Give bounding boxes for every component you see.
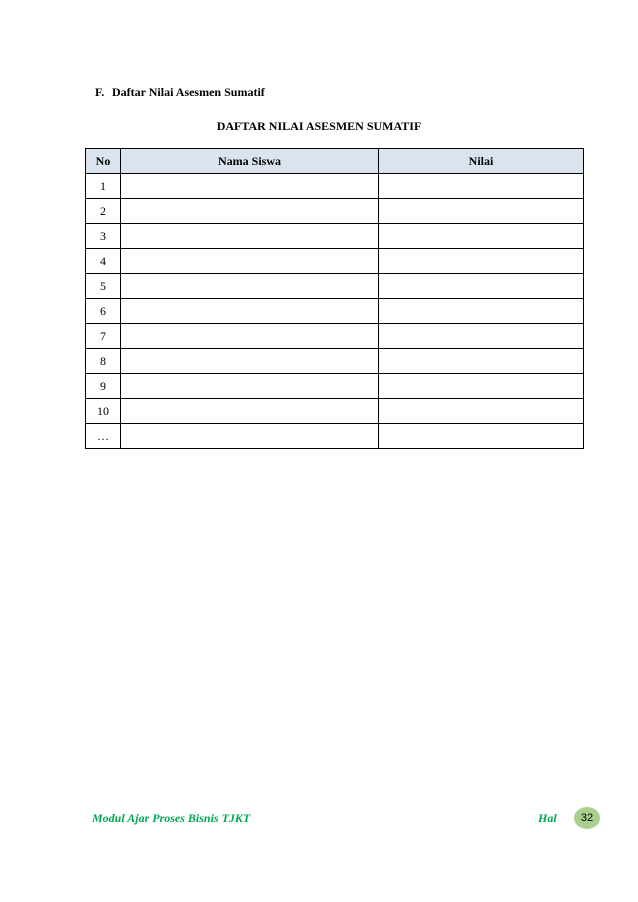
cell-nilai bbox=[379, 199, 584, 224]
cell-nama-siswa bbox=[121, 424, 379, 449]
table-row bbox=[86, 174, 584, 199]
cell-nilai bbox=[379, 274, 584, 299]
column-header-nama-siswa: Nama Siswa bbox=[121, 149, 379, 174]
page-number-badge: 32 bbox=[574, 807, 600, 829]
cell-nilai bbox=[379, 249, 584, 274]
table-body bbox=[86, 174, 584, 449]
cell-no: 8 bbox=[86, 349, 121, 374]
section-marker: F. bbox=[95, 85, 105, 99]
table-title: DAFTAR NILAI ASESMEN SUMATIF bbox=[216, 119, 422, 133]
cell-nilai bbox=[379, 224, 584, 249]
cell-nama-siswa bbox=[121, 174, 379, 199]
cell-nilai bbox=[379, 399, 584, 424]
table-row bbox=[86, 274, 584, 299]
footer-hal-label: Hal bbox=[538, 811, 557, 825]
cell-no: 4 bbox=[86, 249, 121, 274]
cell-nilai bbox=[379, 424, 584, 449]
footer-module-title: Modul Ajar Proses Bisnis TJKT bbox=[92, 811, 251, 825]
table-row bbox=[86, 199, 584, 224]
cell-nama-siswa bbox=[121, 324, 379, 349]
cell-nama-siswa bbox=[121, 249, 379, 274]
grade-table bbox=[85, 148, 584, 449]
column-header-no: No bbox=[86, 149, 121, 174]
cell-no: 3 bbox=[86, 224, 121, 249]
cell-no: 7 bbox=[86, 324, 121, 349]
table-header-row bbox=[86, 149, 584, 174]
table-row bbox=[86, 324, 584, 349]
cell-nama-siswa bbox=[121, 274, 379, 299]
cell-nilai bbox=[379, 374, 584, 399]
cell-nama-siswa bbox=[121, 224, 379, 249]
cell-nilai bbox=[379, 324, 584, 349]
cell-no: … bbox=[86, 424, 121, 449]
cell-no: 5 bbox=[86, 274, 121, 299]
table-row bbox=[86, 424, 584, 449]
cell-nilai bbox=[379, 299, 584, 324]
cell-nama-siswa bbox=[121, 399, 379, 424]
cell-no: 6 bbox=[86, 299, 121, 324]
cell-nilai bbox=[379, 349, 584, 374]
cell-no: 9 bbox=[86, 374, 121, 399]
table-row bbox=[86, 349, 584, 374]
cell-nama-siswa bbox=[121, 199, 379, 224]
table-row bbox=[86, 374, 584, 399]
cell-no: 1 bbox=[86, 174, 121, 199]
section-title: Daftar Nilai Asesmen Sumatif bbox=[112, 85, 265, 99]
cell-nama-siswa bbox=[121, 374, 379, 399]
cell-nama-siswa bbox=[121, 299, 379, 324]
table-row bbox=[86, 399, 584, 424]
table-row bbox=[86, 224, 584, 249]
table-row bbox=[86, 299, 584, 324]
cell-nilai bbox=[379, 174, 584, 199]
column-header-nilai: Nilai bbox=[379, 149, 584, 174]
cell-nama-siswa bbox=[121, 349, 379, 374]
cell-no: 2 bbox=[86, 199, 121, 224]
cell-no: 10 bbox=[86, 399, 121, 424]
section-heading bbox=[95, 85, 265, 100]
table-row bbox=[86, 249, 584, 274]
